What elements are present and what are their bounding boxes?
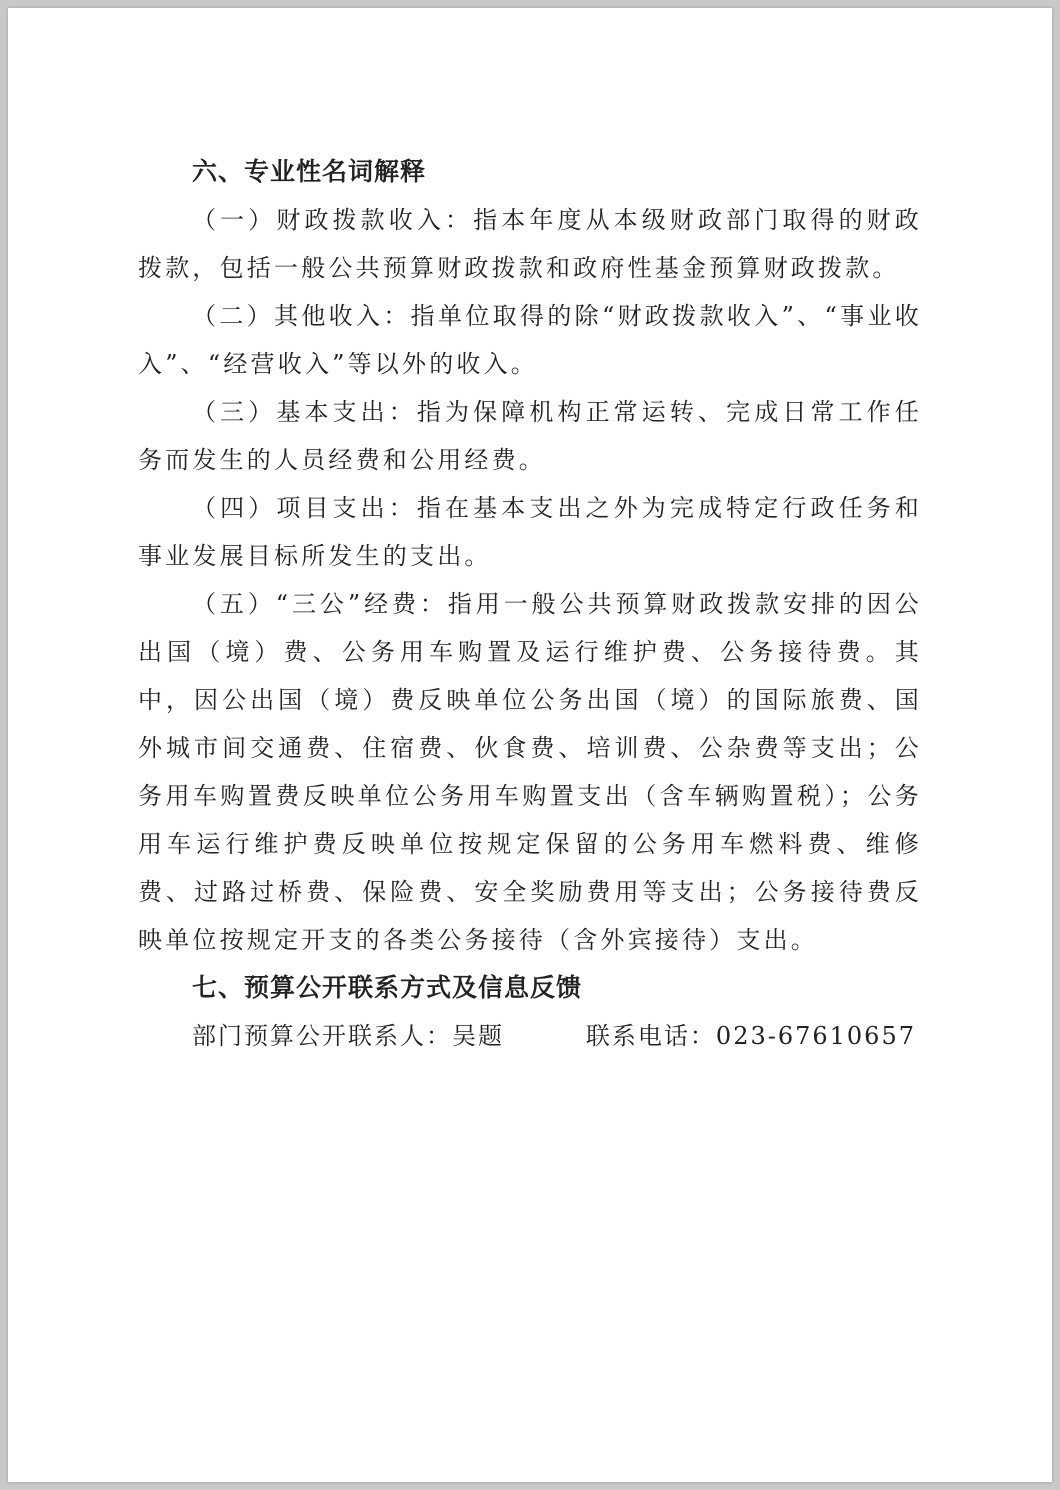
definition-paragraph-1: （一）财政拨款收入：指本年度从本级财政部门取得的财政拨款，包括一般公共预算财政拨款和政府性基金预算财政拨款。 — [138, 206, 922, 282]
section-6-heading: 六、专业性名词解释 — [192, 157, 427, 186]
contact-line — [138, 1012, 922, 1060]
contact-phone: 联系电话：023-67610657 — [585, 1022, 916, 1050]
document-content — [138, 148, 922, 1060]
contact-person: 部门预算公开联系人：吴题 — [192, 1022, 504, 1050]
section-7-heading: 七、预算公开联系方式及信息反馈 — [192, 973, 583, 1002]
document-page — [8, 8, 1052, 1482]
definition-paragraph-5: （五）“三公”经费：指用一般公共预算财政拨款安排的因公出国（境）费、公务用车购置及运行维护费、公务接待费。其中，因公出国（境）费反映单位公务出国（境）的国际旅费、国外城市间交通费、住宿费、伙食费、培训费、公杂费等支出；公务用车购置费反映单位公务用车购置支出（含车辆购置税）；公务用车运行维护费反映单位按规定保留的公务用车燃料费、维修费、过路过桥费、保险费、安全奖励费用等支出；公务接待费反映单位按规定开支的各类公务接待（含外宾接待）支出。 — [138, 590, 922, 954]
definition-paragraph-3: （三）基本支出：指为保障机构正常运转、完成日常工作任务而发生的人员经费和公用经费。 — [138, 398, 922, 474]
definition-paragraph-4: （四）项目支出：指在基本支出之外为完成特定行政任务和事业发展目标所发生的支出。 — [138, 494, 922, 570]
definition-paragraph-2: （二）其他收入：指单位取得的除“财政拨款收入”、“事业收入”、“经营收入”等以外的收入。 — [138, 302, 922, 378]
